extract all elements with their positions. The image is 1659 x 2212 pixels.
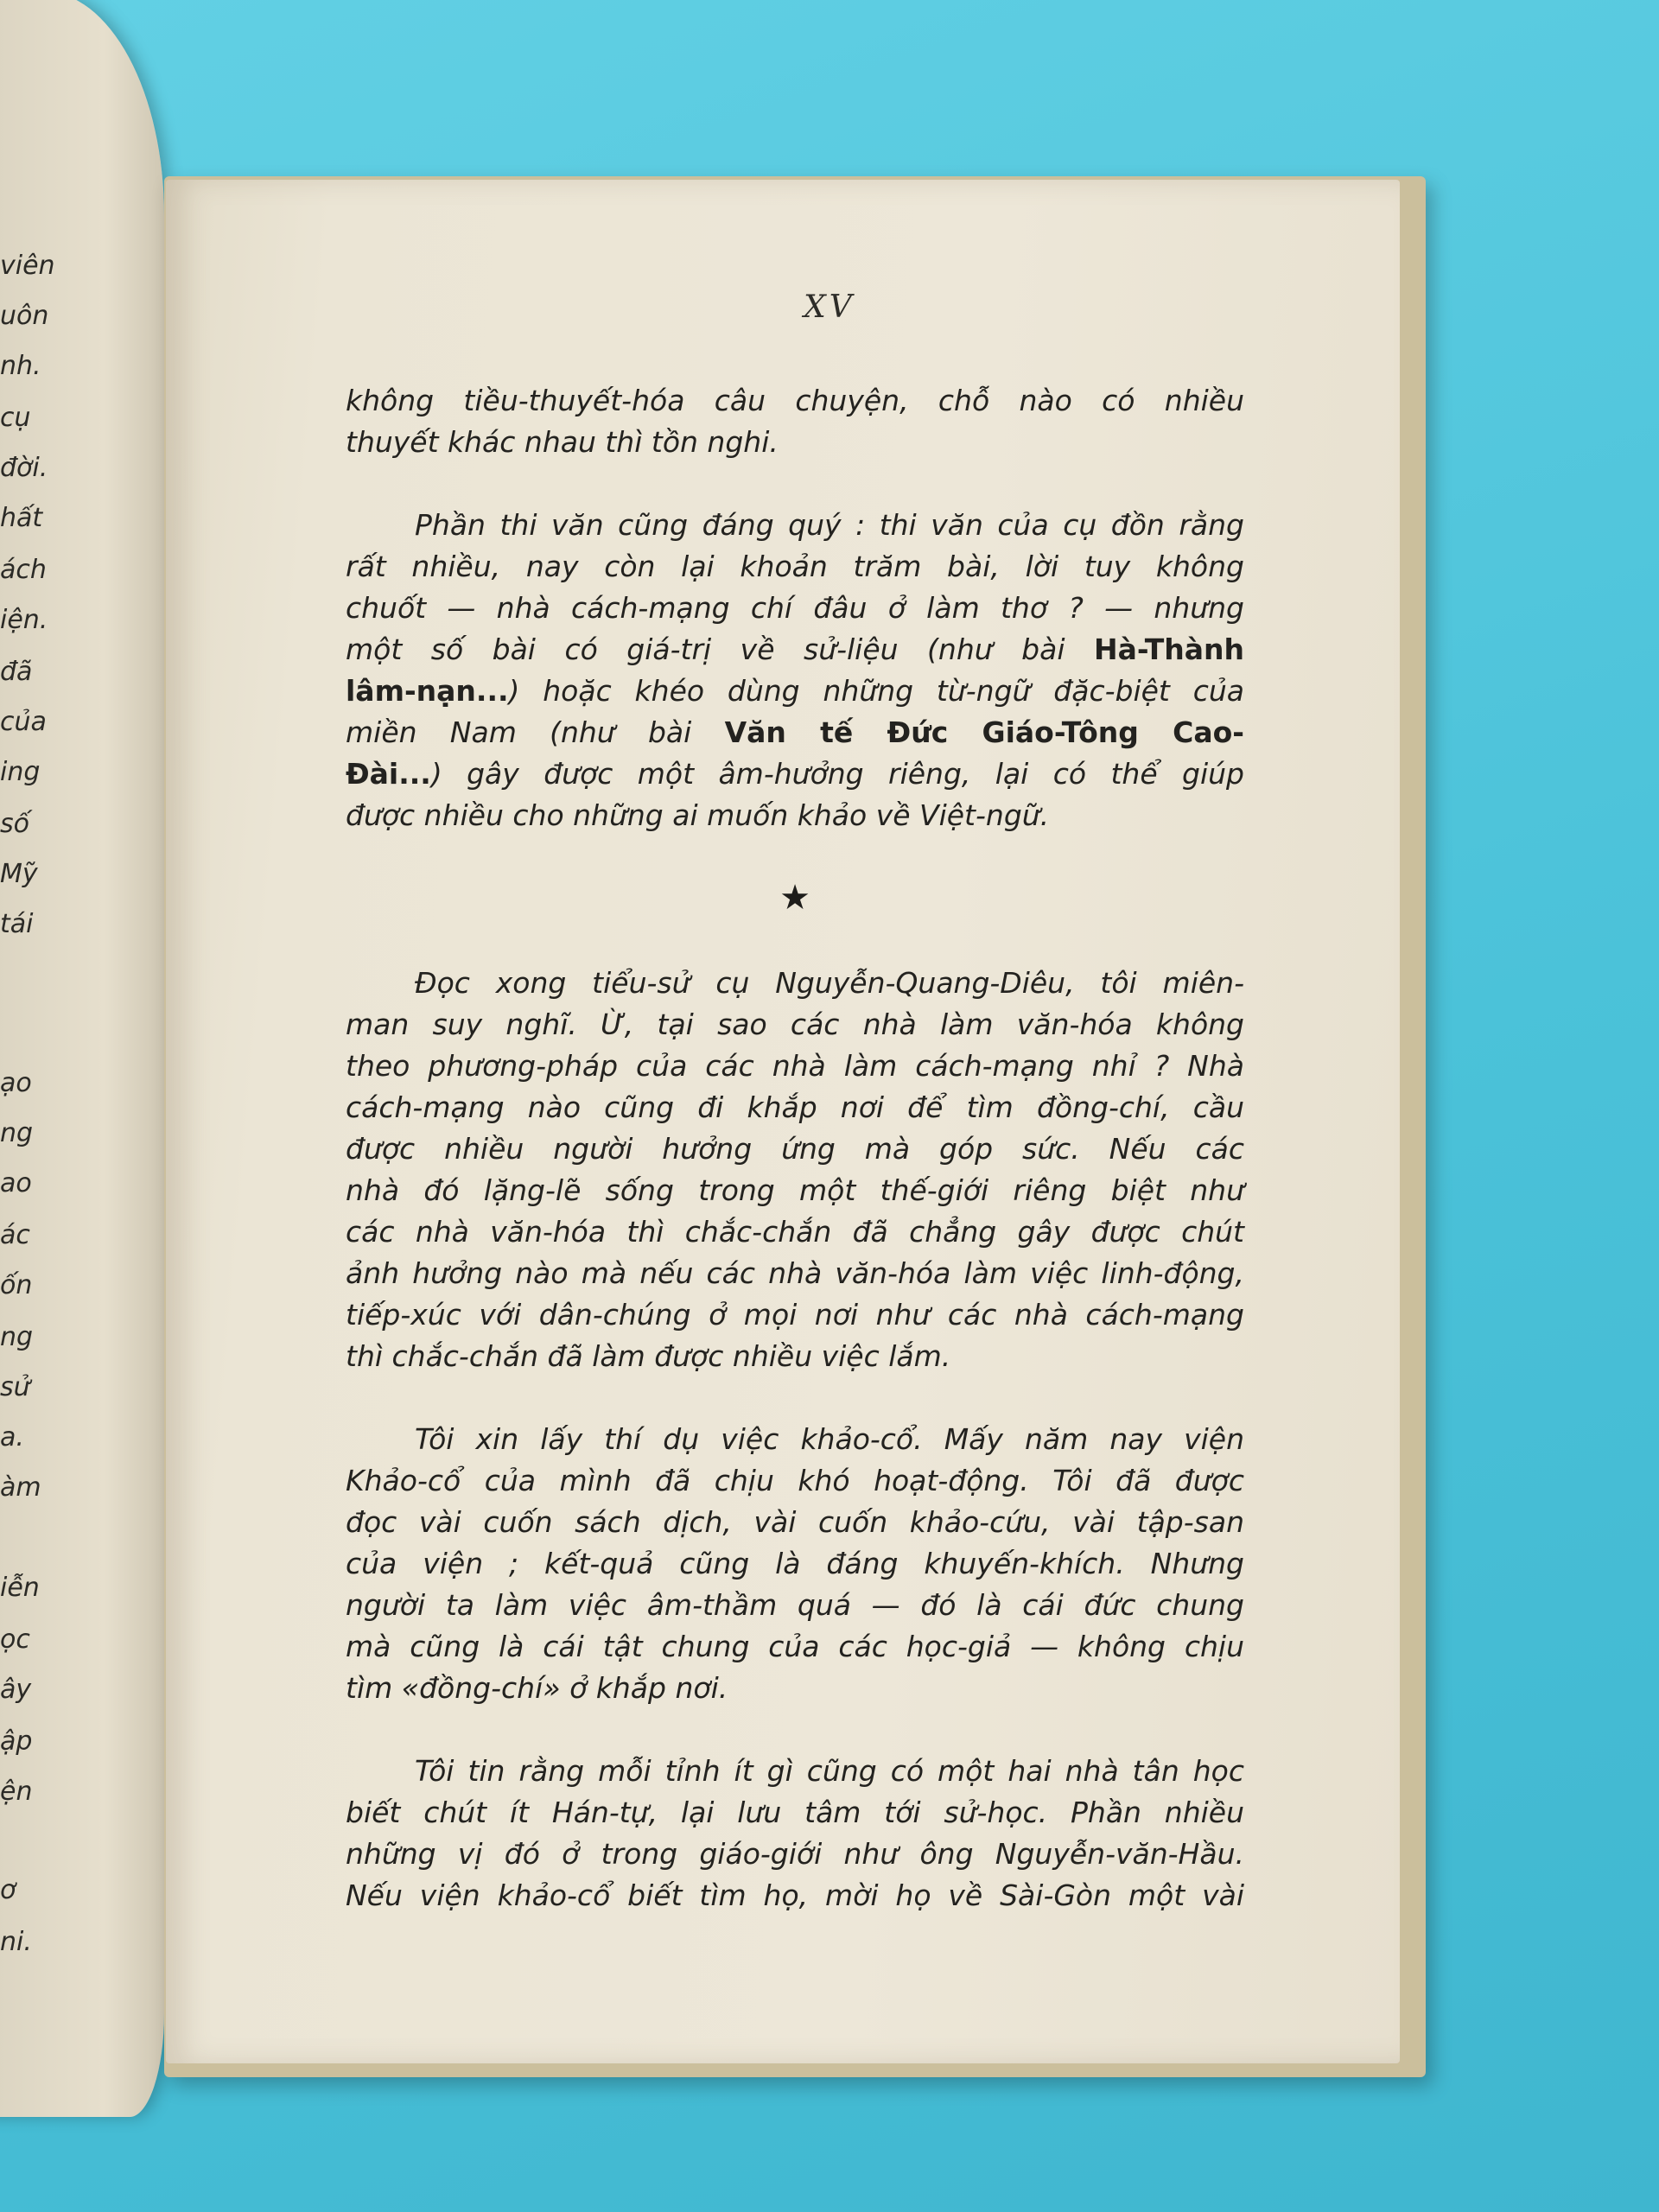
poem-title: Hà-Thành — [1094, 632, 1244, 666]
left-fragment: ây — [0, 1675, 32, 1705]
text-line — [346, 753, 1244, 795]
left-fragment: ao — [0, 1168, 32, 1198]
text-run: ) gây được một âm-hưởng riêng, lại có thể giúp — [430, 757, 1244, 791]
text-line: những vị đó ở trong giáo-giới như ông Nguyễn-văn-Hầu. — [346, 1837, 1244, 1871]
left-fragment: đời. — [0, 453, 48, 483]
text-line: Khảo-cổ của mình đã chịu khó hoạt-động. Tôi đã được — [346, 1464, 1244, 1497]
left-fragment: cụ — [0, 403, 31, 433]
text-line: đọc vài cuốn sách dịch, vài cuốn khảo-cứu, vài tập-san — [346, 1505, 1244, 1539]
left-fragment: sử — [0, 1372, 30, 1402]
text-line: man suy nghĩ. Ừ, tại sao các nhà làm văn-hóa không — [346, 1007, 1244, 1041]
paragraph-4 — [346, 1419, 1244, 1709]
text-line: thuyết khác nhau thì tồn nghi. — [346, 425, 779, 459]
page-text — [346, 380, 1244, 1958]
left-fragment: uôn — [0, 301, 49, 331]
text-line: mà cũng là cái tật chung của các học-giả — không chịu — [346, 1630, 1244, 1663]
left-fragment: của — [0, 707, 47, 737]
left-fragment: ing — [0, 757, 41, 787]
text-line: người ta làm việc âm-thầm quá — đó là cái đức chung — [346, 1588, 1244, 1622]
left-fragment: ọc — [0, 1624, 30, 1655]
text-line: Đọc xong tiểu-sử cụ Nguyễn-Quang-Diêu, tôi miên- — [415, 966, 1244, 1000]
text-line: Tôi tin rằng mỗi tỉnh ít gì cũng có một hai nhà tân học — [415, 1754, 1244, 1788]
text-line: tìm «đồng-chí» ở khắp nơi. — [346, 1671, 728, 1705]
text-line — [346, 629, 1244, 671]
paragraph-1 — [346, 380, 1244, 463]
left-fragment: ạo — [0, 1068, 32, 1098]
left-fragment: số — [0, 809, 29, 839]
left-fragment: iện. — [0, 605, 48, 635]
text-run: ) hoặc khéo dùng những từ-ngữ đặc-biệt của — [508, 674, 1244, 708]
text-line: các nhà văn-hóa thì chắc-chắn đã chẳng gây được chút — [346, 1215, 1244, 1249]
left-fragment: nh. — [0, 351, 41, 381]
text-run: một số bài có giá-trị về sử-liệu (như bài — [346, 632, 1094, 666]
text-line: chuốt — nhà cách-mạng chí đâu ở làm thơ ? — nhưng — [346, 591, 1244, 625]
left-fragment: àm — [0, 1472, 41, 1503]
text-line: Phần thi văn cũng đáng quý : thi văn của cụ đồn rằng — [415, 508, 1244, 542]
page-number: XV — [804, 289, 855, 325]
poem-title: lâm-nạn... — [346, 674, 509, 708]
left-fragment: ơ — [0, 1875, 16, 1905]
text-line: cách-mạng nào cũng đi khắp nơi để tìm đồng-chí, cầu — [346, 1090, 1244, 1124]
text-line — [346, 712, 1244, 753]
left-fragment: ác — [0, 1220, 30, 1250]
text-line: không tiều-thuyết-hóa câu chuyện, chỗ nào có nhiều — [346, 384, 1244, 417]
section-separator-star: ★ — [779, 878, 810, 918]
left-fragment: ốn — [0, 1270, 33, 1300]
left-fragment: a. — [0, 1422, 24, 1452]
text-line: của viện ; kết-quả cũng là đáng khuyến-khích. Nhưng — [346, 1547, 1244, 1580]
left-fragment: iễn — [0, 1573, 40, 1603]
left-fragment: ách — [0, 555, 47, 585]
left-fragment: ni. — [0, 1927, 32, 1957]
text-line: Nếu viện khảo-cổ biết tìm họ, mời họ về Sài-Gòn một vài — [346, 1878, 1244, 1912]
text-line — [346, 671, 1244, 712]
text-line: được nhiều cho những ai muốn khảo về Việt-ngữ. — [346, 798, 1050, 832]
text-line: thì chắc-chắn đã làm được nhiều việc lắm. — [346, 1339, 951, 1373]
left-fragment: ập — [0, 1726, 33, 1757]
left-fragment: hất — [0, 503, 43, 533]
paragraph-2 — [346, 505, 1244, 836]
poem-title: Văn tế Đức Giáo-Tông Cao- — [724, 715, 1244, 749]
text-line: Tôi xin lấy thí dụ việc khảo-cổ. Mấy năm nay viện — [415, 1422, 1244, 1456]
text-line: nhà đó lặng-lẽ sống trong một thế-giới riêng biệt như — [346, 1173, 1244, 1207]
paragraph-5 — [346, 1751, 1244, 1916]
left-fragment: ện — [0, 1777, 33, 1807]
left-fragment: ng — [0, 1118, 34, 1148]
paragraph-3 — [346, 963, 1244, 1377]
left-fragment: Mỹ — [0, 859, 38, 889]
text-line: tiếp-xúc với dân-chúng ở mọi nơi như các nhà cách-mạng — [346, 1298, 1244, 1332]
text-line: theo phương-pháp của các nhà làm cách-mạng nhỉ ? Nhà — [346, 1049, 1244, 1083]
text-line: rất nhiều, nay còn lại khoản trăm bài, lời tuy không — [346, 550, 1244, 583]
left-fragment: tái — [0, 909, 34, 939]
text-line: ảnh hưởng nào mà nếu các nhà văn-hóa làm việc linh-động, — [346, 1256, 1244, 1290]
text-run: miền Nam (như bài — [346, 715, 725, 749]
text-line: được nhiều người hưởng ứng mà góp sức. Nếu các — [346, 1132, 1244, 1166]
poem-title: Đài... — [346, 757, 431, 791]
left-fragment: viên — [0, 251, 55, 281]
left-fragment: ng — [0, 1322, 34, 1352]
text-line: biết chút ít Hán-tự, lại lưu tâm tới sử-học. Phần nhiều — [346, 1796, 1244, 1829]
left-fragment: đã — [0, 657, 33, 687]
